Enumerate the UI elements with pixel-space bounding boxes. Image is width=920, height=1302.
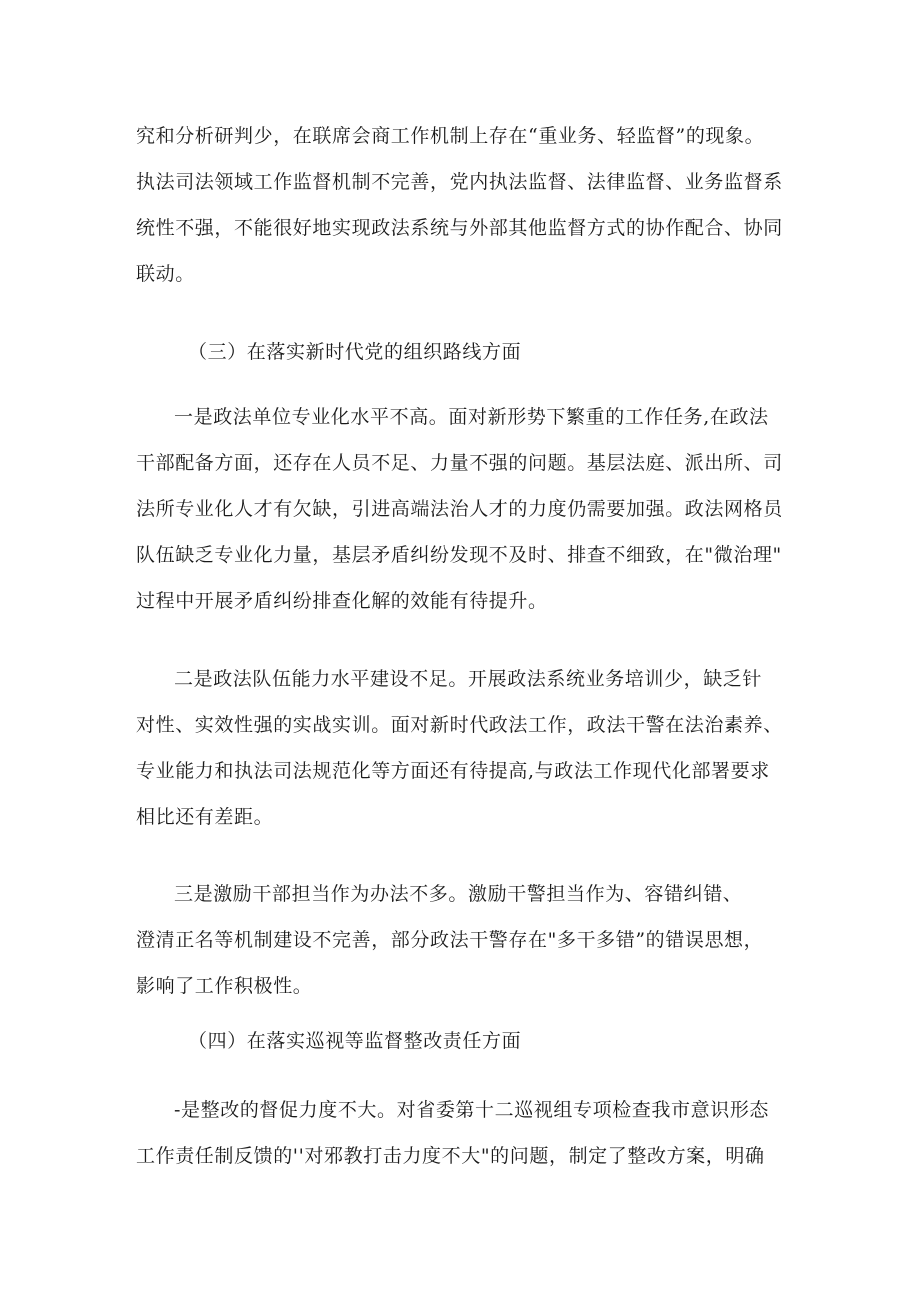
paragraph-team-capability xyxy=(136,656,806,840)
text-line: 相比还有差距。 xyxy=(136,806,274,828)
text-line: 澄清正名等机制建设不完善，部分政法干警存在"多干多错”的错误思想， xyxy=(136,929,764,951)
paragraph-rectification xyxy=(136,1087,806,1179)
text-line: 工作责任制反馈的''对邪教打击力度不大"的问题，制定了整改方案，明确 xyxy=(136,1145,765,1167)
text-line: 执法司法领域工作监督机制不完善，党内执法监督、法律监督、业务监督系 xyxy=(136,171,783,193)
text-line: 队伍缺乏专业化力量，基层矛盾纠纷发现不及时、排查不细致，在"微治理" xyxy=(136,544,782,566)
section-heading-4: （四）在落实巡视等监督整改责任方面 xyxy=(188,1030,522,1052)
text-line: 专业能力和执法司法规范化等方面还有待提高,与政法工作现代化部署要求 xyxy=(136,760,770,782)
text-line: 过程中开展矛盾纠纷排查化解的效能有待提升。 xyxy=(136,590,548,612)
text-line: 究和分析研判少，在联席会商工作机制上存在“重业务、轻监督”的现象。 xyxy=(136,125,765,147)
paragraph-professionalization xyxy=(136,394,806,624)
text-line: -是整改的督促力度不大。对省委第十二巡视组专项检查我市意识形态 xyxy=(174,1099,770,1121)
text-line: 影响了工作积极性。 xyxy=(136,975,313,997)
paragraph-incentive-measures xyxy=(136,871,806,1009)
paragraph-supervision-mechanism xyxy=(136,113,806,297)
text-line: 二是政法队伍能力水平建设不足。开展政法系统业务培训少，缺乏针 xyxy=(174,668,763,690)
text-line: 三是激励干部担当作为办法不多。激励干警担当作为、容错纠错、 xyxy=(174,883,743,905)
section-heading-3: （三）在落实新时代党的组织路线方面 xyxy=(188,341,522,363)
text-line: 统性不强，不能很好地实现政法系统与外部其他监督方式的协作配合、协同 xyxy=(136,217,783,239)
text-line: 联动。 xyxy=(136,263,195,285)
text-line: 一是政法单位专业化水平不高。面对新形势下繁重的工作任务,在政法 xyxy=(174,406,769,428)
text-line: 对性、实效性强的实战实训。面对新时代政法工作，政法干警在法治素养、 xyxy=(136,714,783,736)
text-line: 法所专业化人才有欠缺，引进高端法治人才的力度仍需要加强。政法网格员 xyxy=(136,498,783,520)
text-line: 干部配备方面，还存在人员不足、力量不强的问题。基层法庭、派出所、司 xyxy=(136,452,783,474)
